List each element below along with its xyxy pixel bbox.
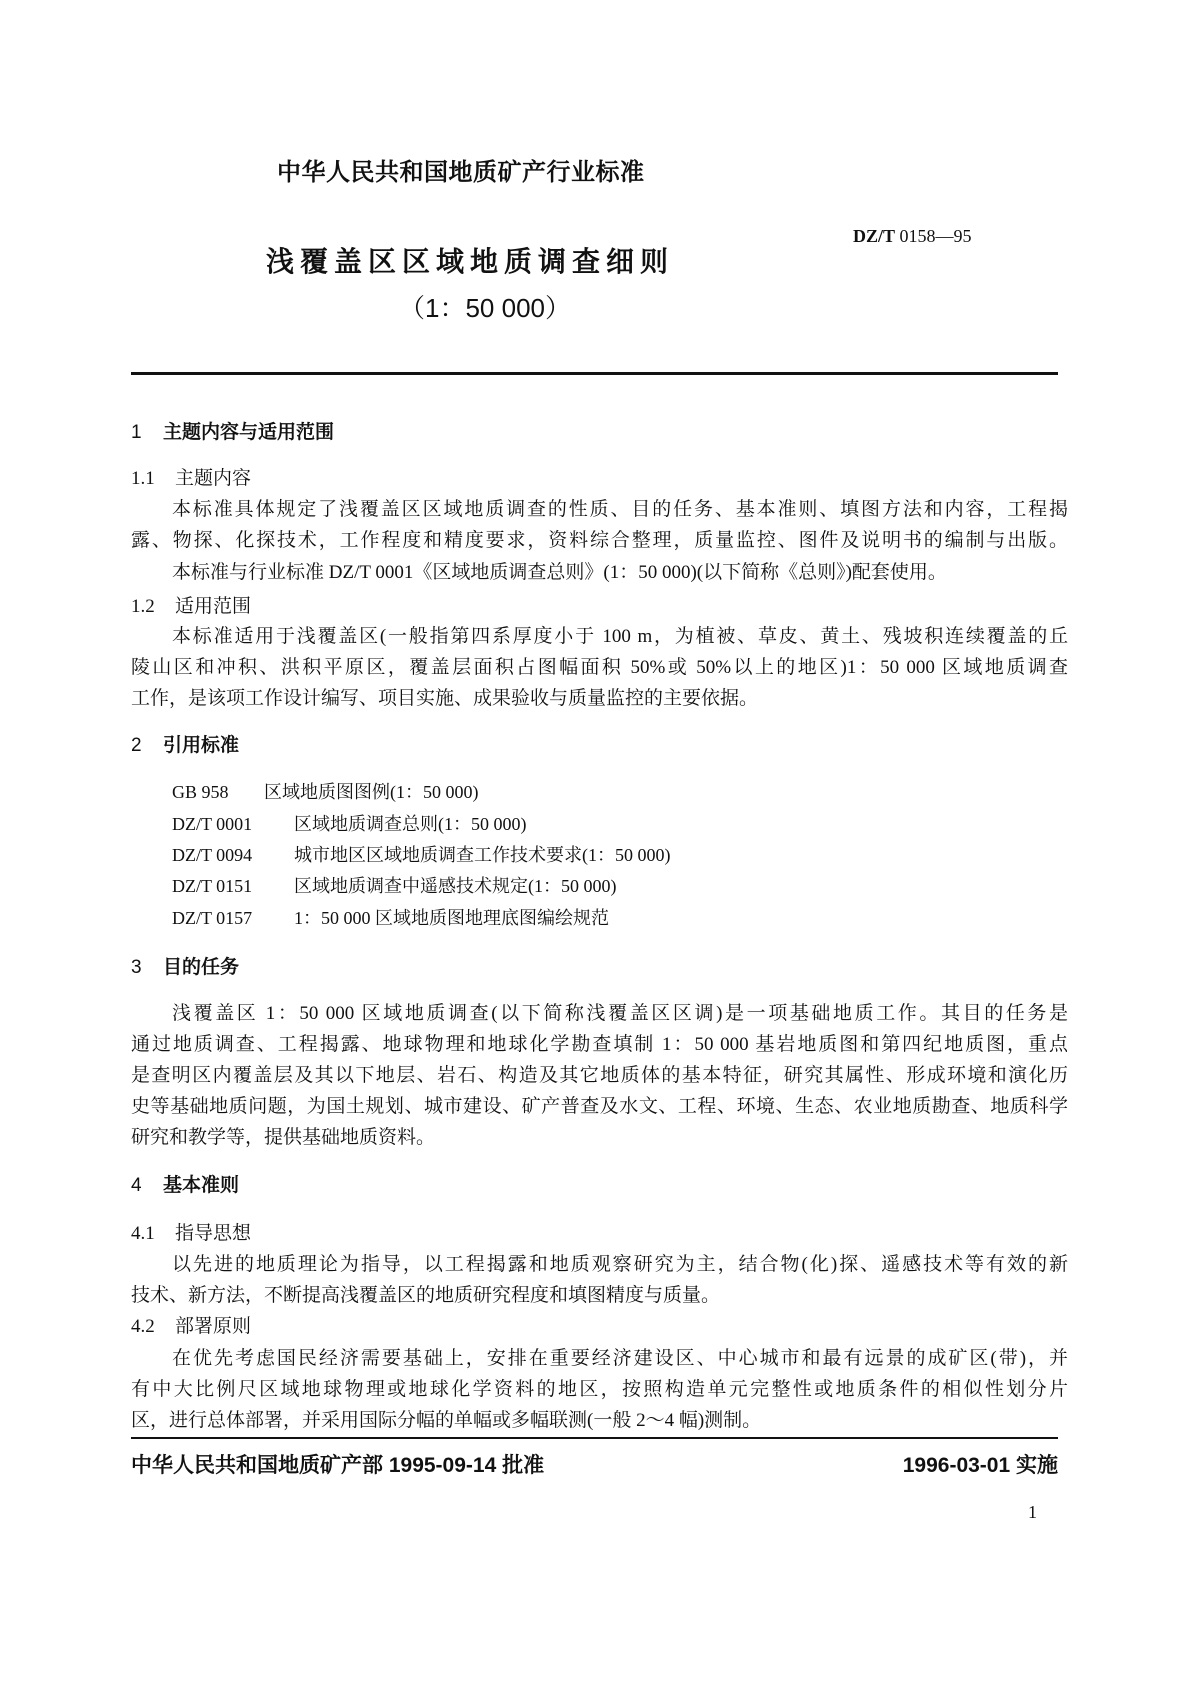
- paragraph-line: 研究和教学等，提供基础地质资料。: [131, 1127, 436, 1148]
- paragraph-line: 本标准具体规定了浅覆盖区区域地质调查的性质、目的任务、基本准则、填图方法和内容，工程揭: [172, 499, 1068, 520]
- reference-code: DZ/T 0157: [172, 908, 253, 928]
- section-1-2-heading: [131, 591, 251, 618]
- reference-code: GB 958: [172, 782, 229, 802]
- paragraph-line: 本标准适用于浅覆盖区(一般指第四系厚度小于 100 m，为植被、草皮、黄土、残坡积连续覆盖的丘: [172, 626, 1068, 647]
- section-title: 基本准则: [163, 1175, 240, 1196]
- standard-code: [853, 226, 972, 247]
- reference-item: [172, 872, 617, 898]
- standard-code-prefix: DZ/T: [853, 226, 896, 246]
- reference-name: 区域地质调查中遥感技术规定(1：50 000): [294, 876, 617, 896]
- section-1-1-heading: [131, 463, 251, 490]
- section-number: 4.2: [131, 1316, 155, 1337]
- reference-code: DZ/T 0001: [172, 814, 253, 834]
- section-number: 1.2: [131, 596, 155, 617]
- reference-name: 区域地质调查总则(1：50 000): [294, 814, 527, 834]
- reference-name: 1：50 000 区域地质图地理底图编绘规范: [294, 908, 609, 928]
- top-divider: [131, 372, 1058, 375]
- paragraph-line: 陵山区和冲积、洪积平原区，覆盖层面积占图幅面积 50%或 50%以上的地区)1：50 000 区域地质调查: [131, 657, 1068, 678]
- paragraph-line: 以先进的地质理论为指导，以工程揭露和地质观察研究为主，结合物(化)探、遥感技术等有效的新: [172, 1254, 1068, 1275]
- reference-name: 城市地区区域地质调查工作技术要求(1：50 000): [294, 845, 671, 865]
- reference-code: DZ/T 0151: [172, 876, 253, 896]
- paragraph-line: 工作，是该项工作设计编写、项目实施、成果验收与质量监控的主要依据。: [131, 688, 759, 709]
- paragraph-line: 区，进行总体部署，并采用国际分幅的单幅或多幅联测(一般 2～4 幅)测制。: [131, 1410, 762, 1431]
- reference-item: [172, 904, 609, 930]
- reference-name: 区域地质图图例(1：50 000): [264, 782, 479, 802]
- section-2-heading: [131, 730, 239, 757]
- paragraph-line: 是查明区内覆盖层及其以下地层、岩石、构造及其它地质体的基本特征，研究其属性、形成环境和演化历: [131, 1065, 1068, 1086]
- section-title: 指导思想: [175, 1223, 252, 1244]
- issuing-standard-heading: 中华人民共和国地质矿产行业标准: [277, 159, 645, 186]
- standard-code-number: 0158—95: [899, 226, 972, 246]
- document-scale: （1：50 000）: [399, 293, 571, 323]
- approval-date: 中华人民共和国地质矿产部 1995-09-14 批准: [131, 1454, 545, 1477]
- bottom-divider: [131, 1437, 1058, 1439]
- reference-item: [172, 841, 671, 867]
- section-1-heading: [131, 417, 334, 444]
- paragraph-line: 浅覆盖区 1：50 000 区域地质调查(以下简称浅覆盖区区调)是一项基础地质工作。其目的任务是: [172, 1003, 1068, 1024]
- section-number: 1: [131, 422, 142, 443]
- reference-code: DZ/T 0094: [172, 845, 253, 865]
- section-title: 适用范围: [175, 596, 252, 617]
- section-3-heading: [131, 952, 239, 979]
- paragraph-line: 史等基础地质问题，为国土规划、城市建设、矿产普查及水文、工程、环境、生态、农业地质勘查、地质科学: [131, 1096, 1068, 1117]
- section-title: 主题内容: [175, 468, 252, 489]
- section-number: 3: [131, 957, 142, 978]
- effective-date: 1996-03-01 实施: [902, 1454, 1058, 1477]
- section-number: 1.1: [131, 468, 155, 489]
- section-title: 目的任务: [163, 957, 240, 978]
- section-number: 4.1: [131, 1223, 155, 1244]
- section-title: 主题内容与适用范围: [163, 422, 335, 443]
- paragraph-line: 本标准与行业标准 DZ/T 0001《区域地质调查总则》(1：50 000)(以下简称《总则》)配套使用。: [172, 562, 947, 583]
- reference-item: [172, 810, 527, 836]
- section-4-1-heading: [131, 1218, 251, 1245]
- section-number: 4: [131, 1175, 142, 1196]
- paragraph-line: 通过地质调查、工程揭露、地球物理和地球化学勘查填制 1：50 000 基岩地质图和第四纪地质图，重点: [131, 1034, 1068, 1055]
- paragraph-line: 露、物探、化探技术，工作程度和精度要求，资料综合整理，质量监控、图件及说明书的编制与出版。: [131, 530, 1068, 551]
- section-title: 部署原则: [175, 1316, 252, 1337]
- section-4-heading: [131, 1170, 239, 1197]
- reference-item: [172, 778, 479, 804]
- section-4-2-heading: [131, 1311, 251, 1338]
- section-title: 引用标准: [163, 735, 240, 756]
- paragraph-line: 有中大比例尺区域地球物理或地球化学资料的地区，按照构造单元完整性或地质条件的相似性划分片: [131, 1379, 1068, 1400]
- section-number: 2: [131, 735, 142, 756]
- paragraph-line: 在优先考虑国民经济需要基础上，安排在重要经济建设区、中心城市和最有远景的成矿区(带)，并: [172, 1348, 1068, 1369]
- paragraph-line: 技术、新方法，不断提高浅覆盖区的地质研究程度和填图精度与质量。: [131, 1285, 721, 1306]
- document-title: 浅覆盖区区域地质调查细则: [266, 246, 675, 277]
- page-number: 1: [1028, 1502, 1037, 1522]
